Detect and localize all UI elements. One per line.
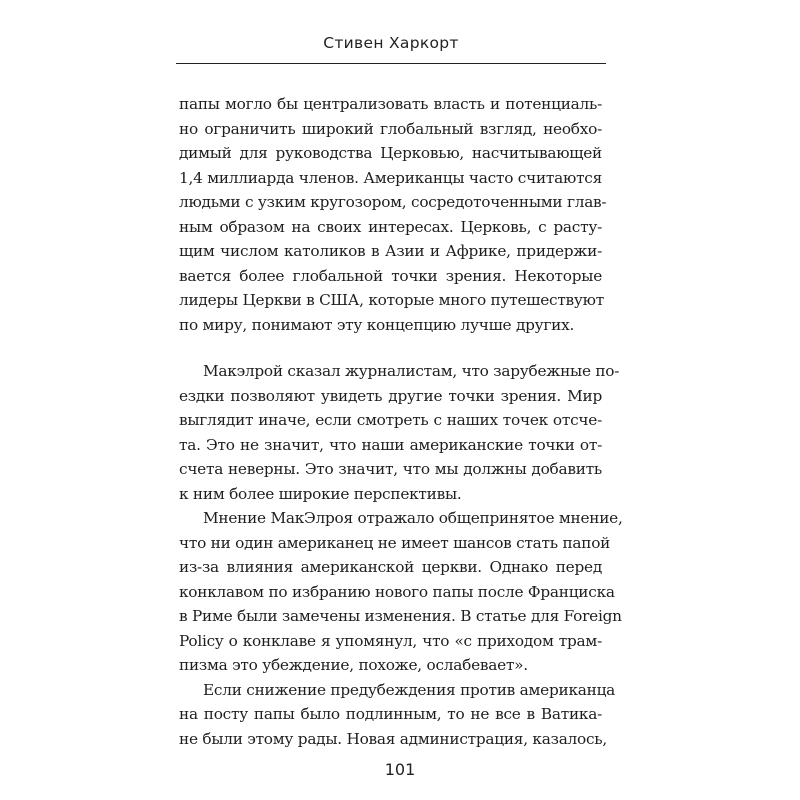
text-line: в Риме были замечены изменения. В статье для Foreign [179, 607, 622, 625]
paragraph-2 [179, 359, 620, 506]
paragraph-3 [179, 506, 623, 678]
text-line: щим числом католиков в Азии и Африке, придержи- [179, 242, 602, 260]
text-line: вается более глобальной точки зрения. Некоторые [179, 266, 602, 285]
page-number: 101 [384, 760, 416, 779]
text-line: Мнение МакЭлроя отражало общепринятое мнение, [203, 509, 623, 527]
text-line: Макэлрой сказал журналистам, что зарубежные по- [203, 362, 620, 380]
text-line: к ним более широкие перспективы. [179, 484, 462, 503]
text-line: Если снижение предубеждения против американца [203, 680, 616, 699]
body-text [179, 92, 623, 751]
text-line: конклавом по избранию нового папы после Франциска [179, 582, 615, 601]
text-line: та. Это не значит, что наши американские точки от- [179, 435, 602, 454]
text-line: 1,4 миллиарда членов. Американцы часто считаются [179, 168, 602, 187]
text-line: но ограничить широкий глобальный взгляд, необхо- [179, 119, 602, 138]
text-line: людьми с узким кругозором, сосредоточенными глав- [179, 193, 607, 211]
text-line: ным образом на своих интересах. Церковь, с расту- [179, 217, 602, 236]
running-head: Стивен Харкорт [323, 34, 459, 52]
text-line: лидеры Церкви в США, которые много путешествуют [179, 291, 604, 309]
text-line: папы могло бы централизовать власть и потенциаль- [179, 95, 602, 113]
paragraph-4 [179, 678, 616, 752]
text-line: выглядит иначе, если смотреть с наших точек отсче- [179, 411, 602, 429]
header-rule [176, 63, 606, 64]
text-line: пизма это убеждение, похоже, ослабевает». [179, 656, 528, 674]
text-line: по миру, понимают эту концепцию лучше других. [179, 315, 575, 334]
paragraph-1 [179, 92, 607, 337]
text-line: из-за влияния американской церкви. Однако перед [179, 558, 602, 576]
text-line: на посту папы было подлинным, то не все в Ватика- [179, 705, 602, 723]
text-line: Policy о конклаве я упомянул, что «с приходом трам- [179, 631, 602, 650]
paragraph-spacer [179, 337, 602, 359]
text-line: счета неверны. Это значит, что мы должны добавить [179, 460, 602, 478]
text-line: что ни один американец не имеет шансов стать папой [179, 533, 611, 552]
text-line: димый для руководства Церковью, насчитывающей [179, 144, 602, 162]
text-line: ездки позволяют увидеть другие точки зрения. Мир [179, 386, 602, 405]
text-line: не были этому рады. Новая администрация, казалось, [179, 729, 607, 748]
